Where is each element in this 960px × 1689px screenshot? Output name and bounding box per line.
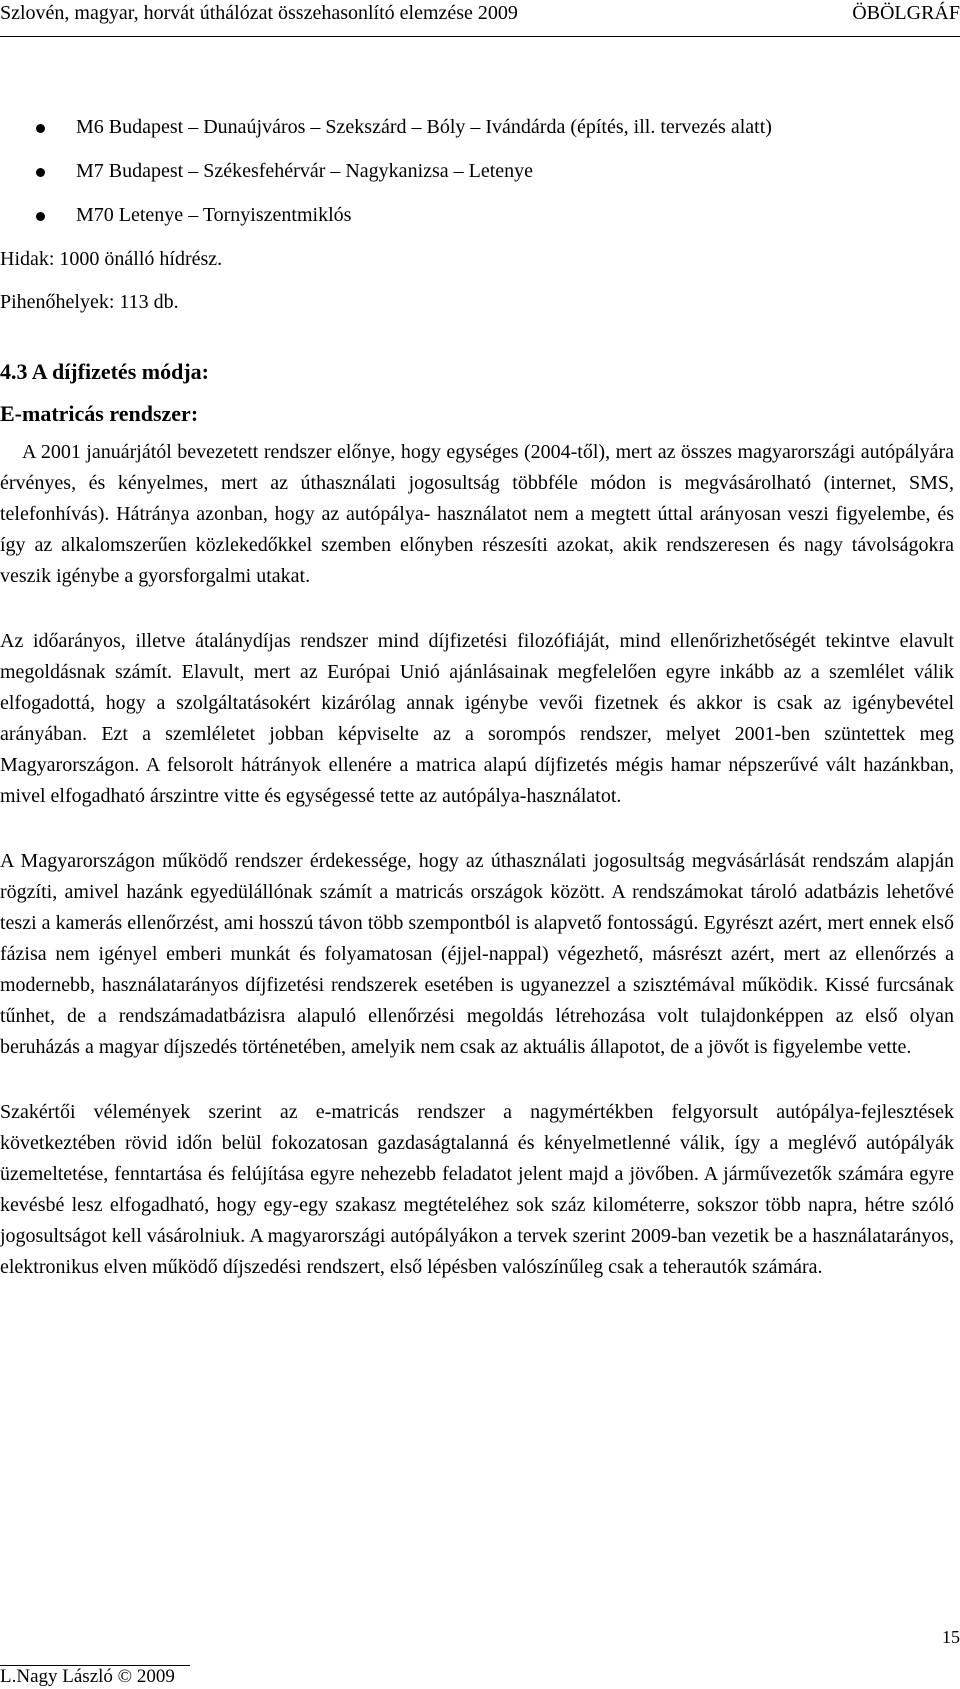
route-text: M70 Letenye – Tornyiszentmiklós bbox=[76, 204, 352, 226]
route-text: M6 Budapest – Dunaújváros – Szekszárd – Bóly – Ivándárda (építés, ill. tervezés alatt) bbox=[76, 116, 772, 138]
bullet-icon bbox=[36, 212, 45, 221]
list-item bbox=[0, 156, 954, 187]
bridges-fact: Hidak: 1000 önálló hídrész. bbox=[0, 248, 223, 270]
bullet-icon bbox=[36, 168, 45, 177]
section-heading: 4.3 A díjfizetés módja: bbox=[0, 359, 209, 384]
paragraph: Szakértői vélemények szerint az e-matricás rendszer a nagymértékben felgyorsult autópálya-fejlesztések következtében rövid időn belül fokozatosan gazdaságtalanná és kényelmetlenné válik, így a meglévő autópályák üzemeltetése, fenntartása és felújítása egyre nehezebb feladatot jelent majd a jövőben. A járművezetők számára egyre kevésbé lesz elfogadható, hogy egy-egy szakasz megtételéhez sok száz kilométerre, sokszor több napra, hétre szóló jogosultságot kell vásárolniuk. A magyarországi autópályákon a tervek szerint 2009-ban vezetik be a használatarányos, elektronikus elven működő díjszedési rendszert, első lépésben valószínűleg csak a teherautók számára. bbox=[0, 1101, 954, 1278]
header-department: ÖBÖLGRÁF bbox=[852, 2, 960, 24]
list-item bbox=[0, 200, 954, 231]
footer-author: L.Nagy László © 2009 bbox=[0, 1666, 175, 1687]
bullet-icon bbox=[36, 124, 45, 133]
page-content bbox=[0, 112, 954, 1283]
paragraph: Az időarányos, illetve átalánydíjas rendszer mind díjfizetési filozófiáját, mind ellenőrizhetőségét tekintve elavult megoldásnak számít. Elavult, mert az Európai Unió ajánlásainak megfelelően egyre inkább az a szemlélet válik elfogadottá, hogy a szolgáltatásokért kizárólag annak igénybe vevői fizetnek és akkor is csak az igénybevétel arányában. Ezt a szemléletet jobban képviselte az a sorompós rendszer, melyet 2001-ben szüntettek meg Magyarországon. A felsorolt hátrányok ellenére a matrica alapú díjfizetés mégis hamar népszerűvé vált hazánkban, mivel elfogadható árszintre vitte és egységessé tette az autópálya-használatot. bbox=[0, 630, 954, 807]
route-list bbox=[0, 112, 954, 231]
paragraph: A Magyarországon működő rendszer érdekessége, hogy az úthasználati jogosultság megvásárlását rendszám alapján rögzíti, amivel hazánk egyedülállónak számít a matricás országok között. A rendszámokat tároló adatbázis lehetővé teszi a kamerás ellenőrzést, ami hosszú távon több szempontból is alapvető fontosságú. Egyrészt azért, mert ennek első fázisa nem igényel emberi munkát és folyamatosan (éjjel-nappal) végezhető, másrészt azért, mert az ellenőrzés a modernebb, használatarányos díjfizetési rendszerek esetében is ugyanezzel a szisztémával működik. Kissé furcsának tűnhet, de a rendszámadatbázisra alapuló ellenőrzési megoldás létrehozása volt tulajdonképpen az első olyan beruházás a magyar díjszedés történetében, amelyik nem csak az aktuális állapotot, de a jövőt is figyelembe vette. bbox=[0, 850, 954, 1058]
page-number: 15 bbox=[942, 1627, 960, 1647]
sub-heading: E-matricás rendszer: bbox=[0, 401, 199, 426]
paragraph: A 2001 januárjától bevezetett rendszer előnye, hogy egységes (2004-től), mert az összes magyarországi autópályára érvényes, és kényelmes, mert az úthasználati jogosultság többféle módon is megvásárolható (internet, SMS, telefonhívás). Hátránya azonban, hogy az autópálya- használatot nem a megtett úttal arányosan veszi figyelembe, és így az alkalomszerűen közlekedőkkel szemben előnyben részesíti azokat, akik rendszeresen és nagy távolságokra veszik igénybe a gyorsforgalmi utakat. bbox=[0, 441, 954, 587]
rest-areas-fact: Pihenőhelyek: 113 db. bbox=[0, 291, 179, 313]
page-header bbox=[0, 0, 960, 37]
list-item bbox=[0, 112, 954, 143]
route-text: M7 Budapest – Székesfehérvár – Nagykanizsa – Letenye bbox=[76, 160, 534, 182]
header-title: Szlovén, magyar, horvát úthálózat összehasonlító elemzése 2009 bbox=[0, 2, 518, 24]
